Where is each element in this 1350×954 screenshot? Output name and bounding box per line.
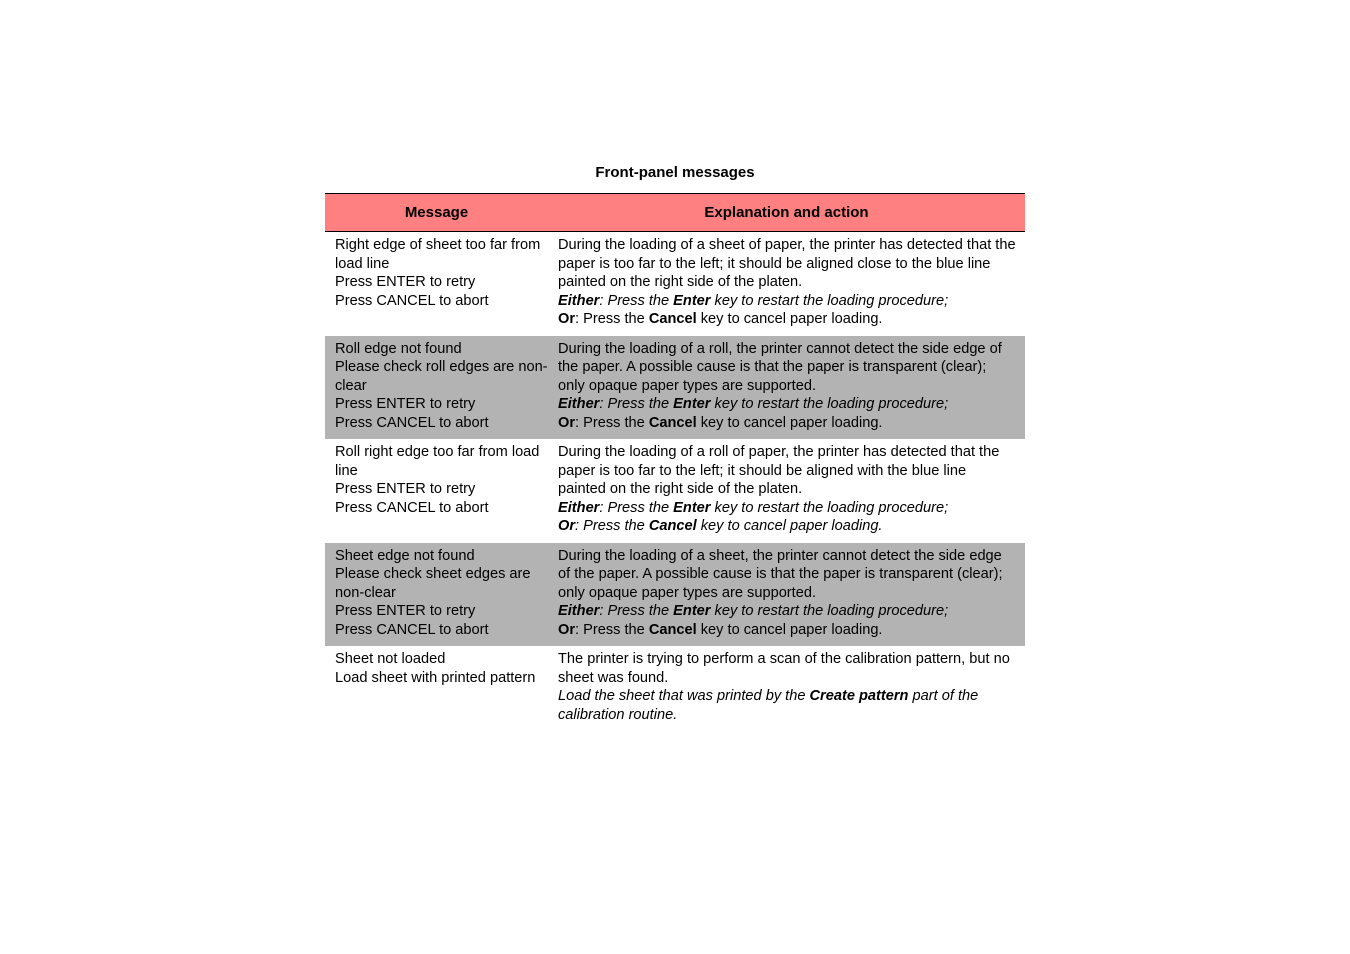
table-header bbox=[325, 193, 1025, 232]
cancel-key: Cancel bbox=[648, 311, 697, 327]
message-line: Press CANCEL to abort bbox=[335, 499, 489, 516]
create-pattern-label: Create pattern bbox=[809, 688, 909, 704]
message-line: Press CANCEL to abort bbox=[335, 621, 489, 638]
document-title: Front-panel messages bbox=[595, 164, 755, 181]
messages-table bbox=[325, 193, 1025, 731]
or-text: key to cancel paper loading. bbox=[696, 518, 883, 534]
explanation-text: During the loading of a roll, the printer cannot detect the side edge of the paper. A possible cause is that the paper is transparent (clear); only opaque paper types are supported. bbox=[558, 340, 1002, 394]
or-text: : Press the bbox=[575, 518, 649, 534]
or-text: : Press the bbox=[575, 311, 649, 327]
message-line: Please check sheet edges are non-clear bbox=[335, 566, 531, 601]
either-action bbox=[558, 499, 1017, 518]
message-cell bbox=[325, 650, 549, 724]
either-text: : Press the bbox=[599, 396, 674, 412]
either-action bbox=[558, 602, 1017, 621]
or-action bbox=[558, 414, 1017, 433]
or-text: key to cancel paper loading. bbox=[696, 311, 883, 327]
cancel-key: Cancel bbox=[648, 621, 697, 638]
either-text: key to restart the loading procedure; bbox=[710, 292, 949, 309]
load-text: Load the sheet that was printed by the bbox=[558, 688, 810, 704]
table-row bbox=[325, 543, 1025, 647]
table-row bbox=[325, 439, 1025, 543]
message-line: Sheet edge not found bbox=[335, 547, 475, 564]
enter-key: Enter bbox=[673, 292, 711, 309]
cancel-key: Cancel bbox=[648, 414, 697, 431]
table-row bbox=[325, 232, 1025, 336]
enter-key: Enter bbox=[673, 396, 711, 412]
or-label: Or bbox=[558, 621, 576, 638]
either-label: Either bbox=[558, 499, 600, 516]
explanation-cell bbox=[549, 547, 1025, 640]
or-text: key to cancel paper loading. bbox=[696, 621, 883, 638]
either-action bbox=[558, 395, 1017, 414]
cancel-key: Cancel bbox=[648, 518, 697, 534]
message-line: Please check roll edges are non-clear bbox=[335, 359, 548, 394]
or-label: Or bbox=[558, 414, 576, 431]
either-text: key to restart the loading procedure; bbox=[710, 499, 949, 516]
either-label: Either bbox=[558, 396, 600, 412]
explanation-text: During the loading of a sheet, the printer cannot detect the side edge of the paper. A possible cause is that the paper is transparent (clear); only opaque paper types are supported. bbox=[558, 547, 1003, 601]
table-row bbox=[325, 646, 1025, 731]
either-text: key to restart the loading procedure; bbox=[710, 396, 949, 412]
explanation-cell bbox=[549, 650, 1025, 724]
message-line: Roll edge not found bbox=[335, 340, 462, 357]
explanation-text: During the loading of a roll of paper, the printer has detected that the paper is too far to the left; it should be aligned with the blue line painted on the right side of the platen. bbox=[558, 444, 1000, 497]
enter-key: Enter bbox=[673, 499, 711, 516]
or-action bbox=[558, 517, 1017, 536]
message-line: Press ENTER to retry bbox=[335, 481, 476, 497]
table-row bbox=[325, 336, 1025, 440]
or-label: Or bbox=[558, 518, 576, 534]
either-text: key to restart the loading procedure; bbox=[710, 603, 949, 619]
either-label: Either bbox=[558, 292, 600, 309]
or-action bbox=[558, 310, 1017, 329]
either-text: : Press the bbox=[599, 499, 674, 516]
or-action bbox=[558, 621, 1017, 640]
explanation-cell bbox=[549, 340, 1025, 433]
or-text: key to cancel paper loading. bbox=[696, 414, 883, 431]
enter-key: Enter bbox=[673, 603, 711, 619]
load-instruction bbox=[558, 687, 1017, 724]
message-cell bbox=[325, 340, 549, 433]
or-text: : Press the bbox=[575, 414, 649, 431]
message-line: Roll right edge too far from load line bbox=[335, 444, 540, 479]
header-message: Message bbox=[404, 204, 469, 221]
explanation-cell bbox=[549, 443, 1025, 536]
message-line: Press ENTER to retry bbox=[335, 274, 476, 290]
either-text: : Press the bbox=[599, 603, 674, 619]
message-line: Sheet not loaded bbox=[335, 651, 446, 667]
message-cell bbox=[325, 547, 549, 640]
message-line: Load sheet with printed pattern bbox=[335, 669, 536, 686]
explanation-text: During the loading of a sheet of paper, the printer has detected that the paper is too far to the left; it should be aligned close to the blue line painted on the right side of the platen. bbox=[558, 237, 1016, 290]
either-label: Either bbox=[558, 603, 600, 619]
either-action bbox=[558, 292, 1017, 311]
message-line: Press ENTER to retry bbox=[335, 396, 476, 412]
or-label: Or bbox=[558, 311, 576, 327]
explanation-text: The printer is trying to perform a scan of the calibration pattern, but no sheet was found. bbox=[558, 651, 1010, 686]
message-cell bbox=[325, 236, 549, 329]
message-line: Press CANCEL to abort bbox=[335, 414, 489, 431]
message-cell bbox=[325, 443, 549, 536]
either-text: : Press the bbox=[599, 292, 674, 309]
message-line: Right edge of sheet too far from load line bbox=[335, 237, 541, 272]
explanation-cell bbox=[549, 236, 1025, 329]
load-text: part of the calibration routine. bbox=[558, 688, 979, 723]
message-line: Press ENTER to retry bbox=[335, 603, 476, 619]
message-line: Press CANCEL to abort bbox=[335, 292, 489, 309]
header-explanation: Explanation and action bbox=[704, 204, 869, 221]
or-text: : Press the bbox=[575, 621, 649, 638]
